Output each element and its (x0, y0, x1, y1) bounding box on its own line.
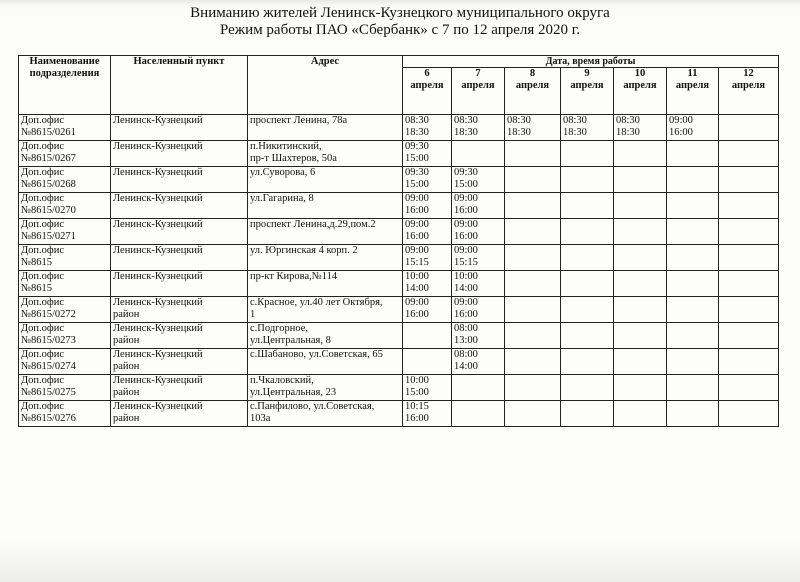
office-cell-line: №8615/0275 (21, 387, 76, 398)
address-cell (248, 349, 403, 375)
time-cell (452, 245, 505, 271)
time-cell (614, 193, 667, 219)
time-cell (719, 167, 779, 193)
time-cell (667, 193, 719, 219)
time-cell (403, 297, 452, 323)
time-cell (452, 193, 505, 219)
time-cell-line: 08:30 (454, 115, 478, 126)
office-cell-line: №8615/0274 (21, 361, 76, 372)
header-day-12 (719, 68, 779, 115)
office-cell-line: Доп.офис (21, 141, 64, 152)
place-cell-line: Ленинск-Кузнецкий (113, 297, 203, 308)
time-cell (452, 219, 505, 245)
table-row (19, 141, 779, 167)
place-cell-line: Ленинск-Кузнецкий (113, 219, 203, 230)
time-cell (719, 349, 779, 375)
address-cell-line: ул. Юргинская 4 корп. 2 (250, 245, 358, 256)
time-cell (452, 297, 505, 323)
time-cell (505, 323, 561, 349)
place-cell-line: Ленинск-Кузнецкий (113, 323, 203, 334)
time-cell (614, 115, 667, 141)
time-cell (719, 323, 779, 349)
office-cell-line: Доп.офис (21, 167, 64, 178)
time-cell (667, 245, 719, 271)
time-cell (505, 115, 561, 141)
time-cell-line: 14:00 (405, 283, 429, 294)
day-number: 6 (424, 68, 430, 79)
place-cell-line: район (113, 309, 140, 320)
time-cell (403, 141, 452, 167)
office-cell (19, 297, 111, 323)
time-cell-line: 10:00 (405, 271, 429, 282)
page-title (0, 5, 800, 39)
table-row (19, 349, 779, 375)
place-cell (111, 401, 248, 427)
time-cell-line: 18:30 (454, 127, 478, 138)
time-cell (561, 245, 614, 271)
time-cell-line: 14:00 (454, 283, 478, 294)
time-cell (667, 271, 719, 297)
time-cell (403, 245, 452, 271)
office-cell-line: №8615 (21, 283, 53, 294)
address-cell-line: с.Шабаново, ул.Советская, 65 (250, 349, 383, 360)
table-row (19, 115, 779, 141)
place-cell (111, 245, 248, 271)
time-cell-line: 09:00 (454, 219, 478, 230)
place-cell (111, 115, 248, 141)
office-cell-line: Доп.офис (21, 193, 64, 204)
time-cell (403, 271, 452, 297)
time-cell-line: 10:00 (405, 375, 429, 386)
header-day-7 (452, 68, 505, 115)
address-cell-line: ул.Суворова, 6 (250, 167, 316, 178)
time-cell (561, 193, 614, 219)
time-cell (561, 167, 614, 193)
time-cell-line: 09:00 (405, 219, 429, 230)
day-number: 11 (687, 68, 698, 79)
office-cell-line: Доп.офис (21, 219, 64, 230)
office-cell (19, 271, 111, 297)
header-day-8 (505, 68, 561, 115)
address-cell (248, 219, 403, 245)
day-number: 9 (584, 68, 590, 79)
table-row (19, 271, 779, 297)
office-cell-line: №8615/0272 (21, 309, 76, 320)
address-cell (248, 245, 403, 271)
office-cell-line: Доп.офис (21, 349, 64, 360)
time-cell (452, 401, 505, 427)
address-cell-line: 103а (250, 413, 271, 424)
time-cell (505, 245, 561, 271)
office-cell (19, 219, 111, 245)
time-cell (505, 167, 561, 193)
time-cell (505, 219, 561, 245)
time-cell (614, 141, 667, 167)
time-cell-line: 16:00 (405, 413, 429, 424)
time-cell (452, 323, 505, 349)
table-row (19, 323, 779, 349)
office-cell-line: №8615/0273 (21, 335, 76, 346)
office-cell-line: №8615 (21, 257, 53, 268)
time-cell-line: 09:00 (405, 193, 429, 204)
time-cell (667, 297, 719, 323)
place-cell-line: Ленинск-Кузнецкий (113, 193, 203, 204)
time-cell-line: 13:00 (454, 335, 478, 346)
office-cell (19, 375, 111, 401)
address-cell-line: с.Красное, ул.40 лет Октября, (250, 297, 383, 308)
place-cell (111, 219, 248, 245)
time-cell-line: 15:00 (405, 387, 429, 398)
time-cell (719, 219, 779, 245)
time-cell-line: 08:30 (405, 115, 429, 126)
time-cell (667, 141, 719, 167)
time-cell (505, 349, 561, 375)
place-cell-line: Ленинск-Кузнецкий (113, 375, 203, 386)
address-cell-line: проспект Ленина,д.29,пом.2 (250, 219, 376, 230)
title-line-2: Режим работы ПАО «Сбербанк» с 7 по 12 апреля 2020 г. (220, 22, 580, 38)
time-cell (452, 141, 505, 167)
day-number: 10 (634, 68, 646, 79)
schedule-body (19, 115, 779, 427)
place-cell (111, 167, 248, 193)
time-cell (719, 141, 779, 167)
time-cell (719, 245, 779, 271)
time-cell (452, 349, 505, 375)
time-cell (505, 193, 561, 219)
time-cell (667, 349, 719, 375)
table-row (19, 219, 779, 245)
office-cell (19, 193, 111, 219)
address-cell-line: проспект Ленина, 78а (250, 115, 348, 126)
address-cell-line: п.Никитинский, (250, 141, 322, 152)
place-cell (111, 323, 248, 349)
time-cell (403, 167, 452, 193)
time-cell-line: 18:30 (563, 127, 587, 138)
place-cell-line: район (113, 387, 140, 398)
time-cell (667, 167, 719, 193)
time-cell (403, 375, 452, 401)
day-month: апреля (410, 80, 444, 91)
time-cell (403, 193, 452, 219)
time-cell-line: 15:00 (454, 179, 478, 190)
time-cell-line: 09:30 (405, 141, 429, 152)
time-cell (667, 323, 719, 349)
day-month: апреля (515, 80, 550, 91)
table-row (19, 297, 779, 323)
office-cell-line: Доп.офис (21, 323, 64, 334)
office-cell (19, 115, 111, 141)
header-address: Адрес (248, 56, 403, 115)
address-cell (248, 297, 403, 323)
time-cell (614, 245, 667, 271)
time-cell (614, 219, 667, 245)
office-cell-line: №8615/0271 (21, 231, 76, 242)
address-cell (248, 193, 403, 219)
place-cell-line: Ленинск-Кузнецкий (113, 245, 203, 256)
time-cell-line: 16:00 (454, 309, 478, 320)
time-cell-line: 08:00 (454, 349, 478, 360)
address-cell-line: ул.Центральная, 23 (250, 387, 337, 398)
table-row (19, 193, 779, 219)
time-cell-line: 15:00 (405, 153, 429, 164)
time-cell (452, 115, 505, 141)
time-cell (614, 297, 667, 323)
header-day-10 (614, 68, 667, 115)
time-cell (614, 167, 667, 193)
time-cell (561, 401, 614, 427)
time-cell-line: 15:15 (405, 257, 429, 268)
address-cell (248, 271, 403, 297)
time-cell-line: 16:00 (454, 231, 478, 242)
time-cell (561, 141, 614, 167)
address-cell-line: 1 (250, 309, 256, 320)
time-cell (667, 375, 719, 401)
time-cell (403, 115, 452, 141)
time-cell-line: 09:30 (405, 167, 429, 178)
time-cell-line: 08:00 (454, 323, 478, 334)
place-cell-line: Ленинск-Кузнецкий (113, 141, 203, 152)
time-cell-line: 16:00 (454, 205, 478, 216)
office-cell-line: Доп.офис (21, 297, 64, 308)
header-office-name: Наименование подразделения (19, 56, 111, 115)
time-cell (667, 219, 719, 245)
day-month: апреля (731, 80, 766, 91)
schedule-table (18, 55, 779, 427)
time-cell (505, 271, 561, 297)
address-cell-line: ул.Гагарина, 8 (250, 193, 314, 204)
table-row (19, 167, 779, 193)
title-line-1: Вниманию жителей Ленинск-Кузнецкого муниципального округа (190, 5, 610, 21)
time-cell-line: 16:00 (405, 231, 429, 242)
office-cell-line: №8615/0267 (21, 153, 76, 164)
place-cell-line: Ленинск-Кузнецкий (113, 349, 203, 360)
office-cell-line: Доп.офис (21, 375, 64, 386)
table-row (19, 245, 779, 271)
day-number: 7 (475, 68, 481, 79)
time-cell (452, 271, 505, 297)
office-cell-line: №8615/0268 (21, 179, 76, 190)
table-row (19, 375, 779, 401)
time-cell-line: 16:00 (669, 127, 693, 138)
address-cell (248, 141, 403, 167)
time-cell (614, 349, 667, 375)
header-place: Населенный пункт (111, 56, 248, 115)
time-cell (614, 401, 667, 427)
place-cell-line: Ленинск-Кузнецкий (113, 401, 203, 412)
time-cell (667, 115, 719, 141)
address-cell-line: п.Чкаловский, (250, 375, 314, 386)
time-cell (719, 401, 779, 427)
time-cell (614, 375, 667, 401)
time-cell (719, 115, 779, 141)
time-cell-line: 10:00 (454, 271, 478, 282)
time-cell-line: 10:15 (405, 401, 429, 412)
place-cell-line: Ленинск-Кузнецкий (113, 271, 203, 282)
time-cell-line: 09:00 (405, 245, 429, 256)
time-cell-line: 08:30 (507, 115, 531, 126)
time-cell-line: 14:00 (454, 361, 478, 372)
place-cell-line: Ленинск-Кузнецкий (113, 115, 203, 126)
day-month: апреля (623, 80, 657, 91)
time-cell-line: 18:30 (405, 127, 429, 138)
time-cell-line: 09:00 (454, 193, 478, 204)
place-cell-line: Ленинск-Кузнецкий (113, 167, 203, 178)
time-cell (403, 323, 452, 349)
header-day-9 (561, 68, 614, 115)
address-cell-line: пр-т Шахтеров, 50а (250, 153, 337, 164)
time-cell (505, 297, 561, 323)
place-cell-line: район (113, 335, 140, 346)
office-cell-line: Доп.офис (21, 401, 64, 412)
time-cell (403, 349, 452, 375)
header-day-6 (403, 68, 452, 115)
day-month: апреля (675, 80, 710, 91)
office-cell (19, 401, 111, 427)
office-cell-line: Доп.офис (21, 115, 64, 126)
address-cell-line: ул.Центральная, 8 (250, 335, 331, 346)
time-cell-line: 18:30 (616, 127, 640, 138)
office-cell-line: Доп.офис (21, 271, 64, 282)
address-cell-line: с.Подгорное, (250, 323, 308, 334)
office-cell (19, 167, 111, 193)
time-cell (561, 271, 614, 297)
day-month: апреля (461, 80, 495, 91)
time-cell (403, 401, 452, 427)
time-cell-line: 15:15 (454, 257, 478, 268)
address-cell-line: с.Панфилово, ул.Советская, (250, 401, 375, 412)
time-cell (505, 141, 561, 167)
time-cell (561, 115, 614, 141)
address-cell (248, 323, 403, 349)
time-cell-line: 09:00 (405, 297, 429, 308)
day-number: 12 (743, 68, 754, 79)
place-cell (111, 349, 248, 375)
place-cell-line: район (113, 413, 140, 424)
place-cell (111, 297, 248, 323)
time-cell (719, 271, 779, 297)
header-day-11 (667, 68, 719, 115)
time-cell (452, 167, 505, 193)
time-cell (452, 375, 505, 401)
time-cell-line: 15:00 (405, 179, 429, 190)
place-cell (111, 141, 248, 167)
office-cell (19, 323, 111, 349)
office-cell (19, 141, 111, 167)
place-cell (111, 193, 248, 219)
address-cell (248, 115, 403, 141)
time-cell-line: 08:30 (616, 115, 640, 126)
address-cell (248, 401, 403, 427)
place-cell (111, 271, 248, 297)
time-cell-line: 18:30 (507, 127, 531, 138)
office-cell-line: №8615/0270 (21, 205, 76, 216)
time-cell (505, 401, 561, 427)
time-cell-line: 16:00 (405, 309, 429, 320)
place-cell (111, 375, 248, 401)
office-cell (19, 349, 111, 375)
time-cell (719, 375, 779, 401)
time-cell (667, 401, 719, 427)
time-cell (719, 297, 779, 323)
table-row (19, 401, 779, 427)
time-cell (561, 323, 614, 349)
time-cell-line: 09:30 (454, 167, 478, 178)
place-cell-line: район (113, 361, 140, 372)
time-cell-line: 16:00 (405, 205, 429, 216)
time-cell-line: 08:30 (563, 115, 587, 126)
office-cell-line: Доп.офис (21, 245, 64, 256)
header-row-top (19, 56, 779, 68)
time-cell-line: 09:00 (454, 297, 478, 308)
address-cell (248, 167, 403, 193)
office-cell (19, 245, 111, 271)
office-cell-line: №8615/0276 (21, 413, 76, 424)
day-month: апреля (570, 80, 604, 91)
time-cell (614, 271, 667, 297)
time-cell-line: 09:00 (669, 115, 693, 126)
address-cell-line: пр-кт Кирова,№114 (250, 271, 338, 282)
header-dates-group: Дата, время работы (403, 56, 779, 68)
time-cell (561, 219, 614, 245)
office-cell-line: №8615/0261 (21, 127, 76, 138)
time-cell (719, 193, 779, 219)
time-cell (403, 219, 452, 245)
time-cell-line: 09:00 (454, 245, 478, 256)
time-cell (505, 375, 561, 401)
time-cell (561, 375, 614, 401)
day-number: 8 (529, 68, 536, 79)
time-cell (561, 349, 614, 375)
address-cell (248, 375, 403, 401)
time-cell (561, 297, 614, 323)
time-cell (614, 323, 667, 349)
